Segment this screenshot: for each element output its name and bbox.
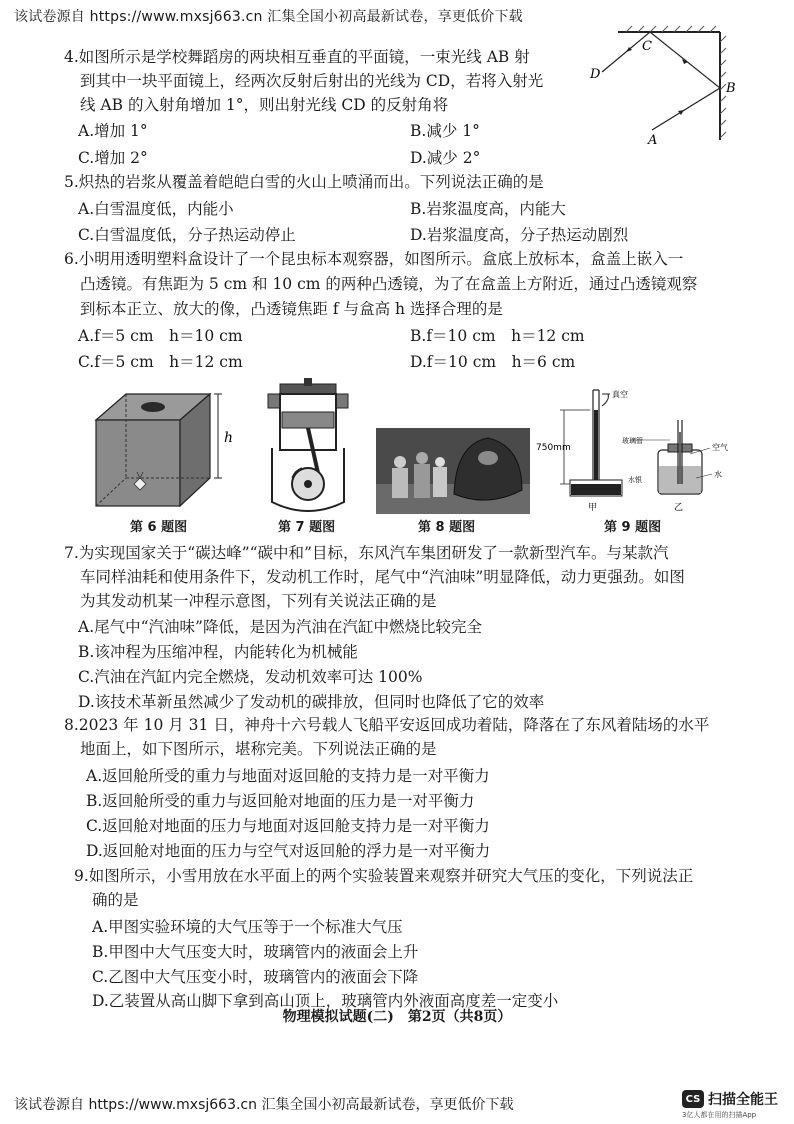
q4-option-b[interactable]: B.减少 1° [410, 122, 480, 140]
q5-line-1: 5.炽热的岩浆从覆盖着皑皑白雪的火山上喷涌而出。下列说法正确的是 [64, 173, 544, 191]
fig6-caption: 第 6 题图 [130, 520, 188, 535]
q8-option-c[interactable]: C.返回舱对地面的压力与地面对返回舱支持力是一对平衡力 [86, 817, 490, 835]
q4-line-2: 到其中一块平面镜上，经两次反射后射出的光线为 CD，若将入射光 [80, 72, 544, 90]
q4-line-3: 线 AB 的入射角增加 1°，则出射光线 CD 的反射角将 [80, 96, 449, 114]
fig9-label-bath: 水银 [628, 476, 642, 484]
fig6-label-h: h [224, 430, 234, 446]
fig8-capsule-photo [376, 428, 530, 514]
q5-option-d[interactable]: D.岩浆温度高，分子热运动剧烈 [410, 226, 629, 244]
q4-option-c[interactable]: C.增加 2° [78, 149, 148, 167]
fig9-caption: 第 9 题图 [604, 520, 662, 535]
fig8-caption: 第 8 题图 [418, 520, 476, 535]
q9-line-1: 9.如图所示，小雪用放在水平面上的两个实验装置来观察并研究大气压的变化，下列说法正 [74, 867, 694, 885]
q7-option-b[interactable]: B.该冲程为压缩冲程，内能转化为机械能 [78, 643, 358, 661]
fig9-label-tube: 玻璃管 [622, 437, 643, 445]
q5-option-a[interactable]: A.白雪温度低，内能小 [78, 200, 234, 218]
q4-line-1: 4.如图所示是学校舞蹈房的两块相互垂直的平面镜，一束光线 AB 射 [64, 48, 530, 66]
page-header-watermark: 该试卷源自 https://www.mxsj663.cn 汇集全国小初高最新试卷，享更低价下载 [14, 9, 523, 25]
q7-option-c[interactable]: C.汽油在汽缸内完全燃烧，发动机效率可达 100% [78, 668, 423, 686]
fig6-specimen-box [90, 386, 240, 512]
q8-line-1: 8.2023 年 10 月 31 日，神舟十六号载人飞船平安返回成功着陆，降落在了东风着陆场的水平 [64, 716, 710, 734]
q4-label-c: C [642, 39, 652, 54]
q6-option-a[interactable]: A.f＝5 cm h＝10 cm [78, 327, 243, 345]
fig9-label-water: 水 [714, 470, 722, 479]
q6-option-d[interactable]: D.f＝10 cm h＝6 cm [410, 353, 576, 371]
q7-option-d[interactable]: D.该技术革新虽然减少了发动机的碳排放，但同时也降低了它的效率 [78, 693, 545, 711]
q8-option-a[interactable]: A.返回舱所受的重力与地面对返回舱的支持力是一对平衡力 [86, 767, 490, 785]
q7-line-2: 车同样油耗和使用条件下，发动机工作时，尾气中“汽油味”明显降低，动力更强劲。如图 [80, 568, 685, 586]
q7-line-3: 为其发动机某一冲程示意图，下列有关说法正确的是 [80, 592, 437, 610]
fig9-label-vacuum: 真空 [612, 390, 628, 399]
fig9-label-height: 750mm [536, 443, 571, 453]
q9-line-2: 确的是 [92, 891, 139, 909]
page-number-footer: 物理模拟试题(二) 第2页（共8页） [282, 1009, 512, 1025]
q7-line-1: 7.为实现国家关于“碳达峰”“碳中和”目标，东风汽车集团研发了一款新型汽车。与某款汽 [64, 544, 669, 562]
q9-option-c[interactable]: C.乙图中大气压变小时，玻璃管内的液面会下降 [92, 968, 419, 986]
logo-brand: 扫描全能王 [708, 1092, 778, 1108]
q5-option-b[interactable]: B.岩浆温度高，内能大 [410, 200, 566, 218]
q4-mirror-diagram [588, 26, 748, 146]
q4-option-d[interactable]: D.减少 2° [410, 149, 481, 167]
fig9-barometer-setups [536, 384, 740, 516]
q4-option-a[interactable]: A.增加 1° [78, 122, 148, 140]
q9-option-a[interactable]: A.甲图实验环境的大气压等于一个标准大气压 [92, 918, 403, 936]
page-footer-watermark: 该试卷源自 https://www.mxsj663.cn 汇集全国小初高最新试卷，享更低价下载 [14, 1097, 514, 1113]
q8-option-b[interactable]: B.返回舱所受的重力与返回舱对地面的压力是一对平衡力 [86, 792, 475, 810]
q6-option-c[interactable]: C.f＝5 cm h＝12 cm [78, 353, 243, 371]
q6-option-b[interactable]: B.f＝10 cm h＝12 cm [410, 327, 585, 345]
scanner-logo [682, 1089, 778, 1119]
logo-subtitle: 3亿人都在用的扫描App [682, 1111, 757, 1119]
fig9-label-jia: 甲 [588, 503, 598, 513]
fig9-label-yi: 乙 [674, 503, 684, 513]
q6-line-3: 到标本正立、放大的像，凸透镜焦距 f 与盒高 h 选择合理的是 [80, 300, 503, 318]
q5-option-c[interactable]: C.白雪温度低，分子热运动停止 [78, 226, 296, 244]
q4-label-d: D [590, 67, 601, 82]
q9-option-d[interactable]: D.乙装置从高山脚下拿到高山顶上，玻璃管内外液面高度差一定变小 [92, 992, 559, 1010]
fig7-engine-diagram [262, 378, 354, 516]
fig7-caption: 第 7 题图 [278, 520, 336, 535]
q6-line-2: 凸透镜。有焦距为 5 cm 和 10 cm 的两种凸透镜，为了在盒盖上方附近，通过凸透镜观察 [80, 275, 698, 293]
q8-option-d[interactable]: D.返回舱对地面的压力与空气对返回舱的浮力是一对平衡力 [86, 842, 491, 860]
q4-label-a: A [648, 133, 658, 148]
q7-option-a[interactable]: A.尾气中“汽油味”降低，是因为汽油在汽缸中燃烧比较完全 [78, 618, 482, 636]
q8-line-2: 地面上，如下图所示，堪称完美。下列说法正确的是 [80, 740, 437, 758]
q9-option-b[interactable]: B.甲图中大气压变大时，玻璃管内的液面会上升 [92, 943, 419, 961]
fig9-label-air: 空气 [712, 443, 728, 452]
q4-label-b: B [726, 81, 736, 96]
q6-line-1: 6.小明用透明塑料盒设计了一个昆虫标本观察器，如图所示。盒底上放标本，盒盖上嵌入一 [64, 250, 684, 268]
camscanner-icon: CS [682, 1090, 704, 1108]
